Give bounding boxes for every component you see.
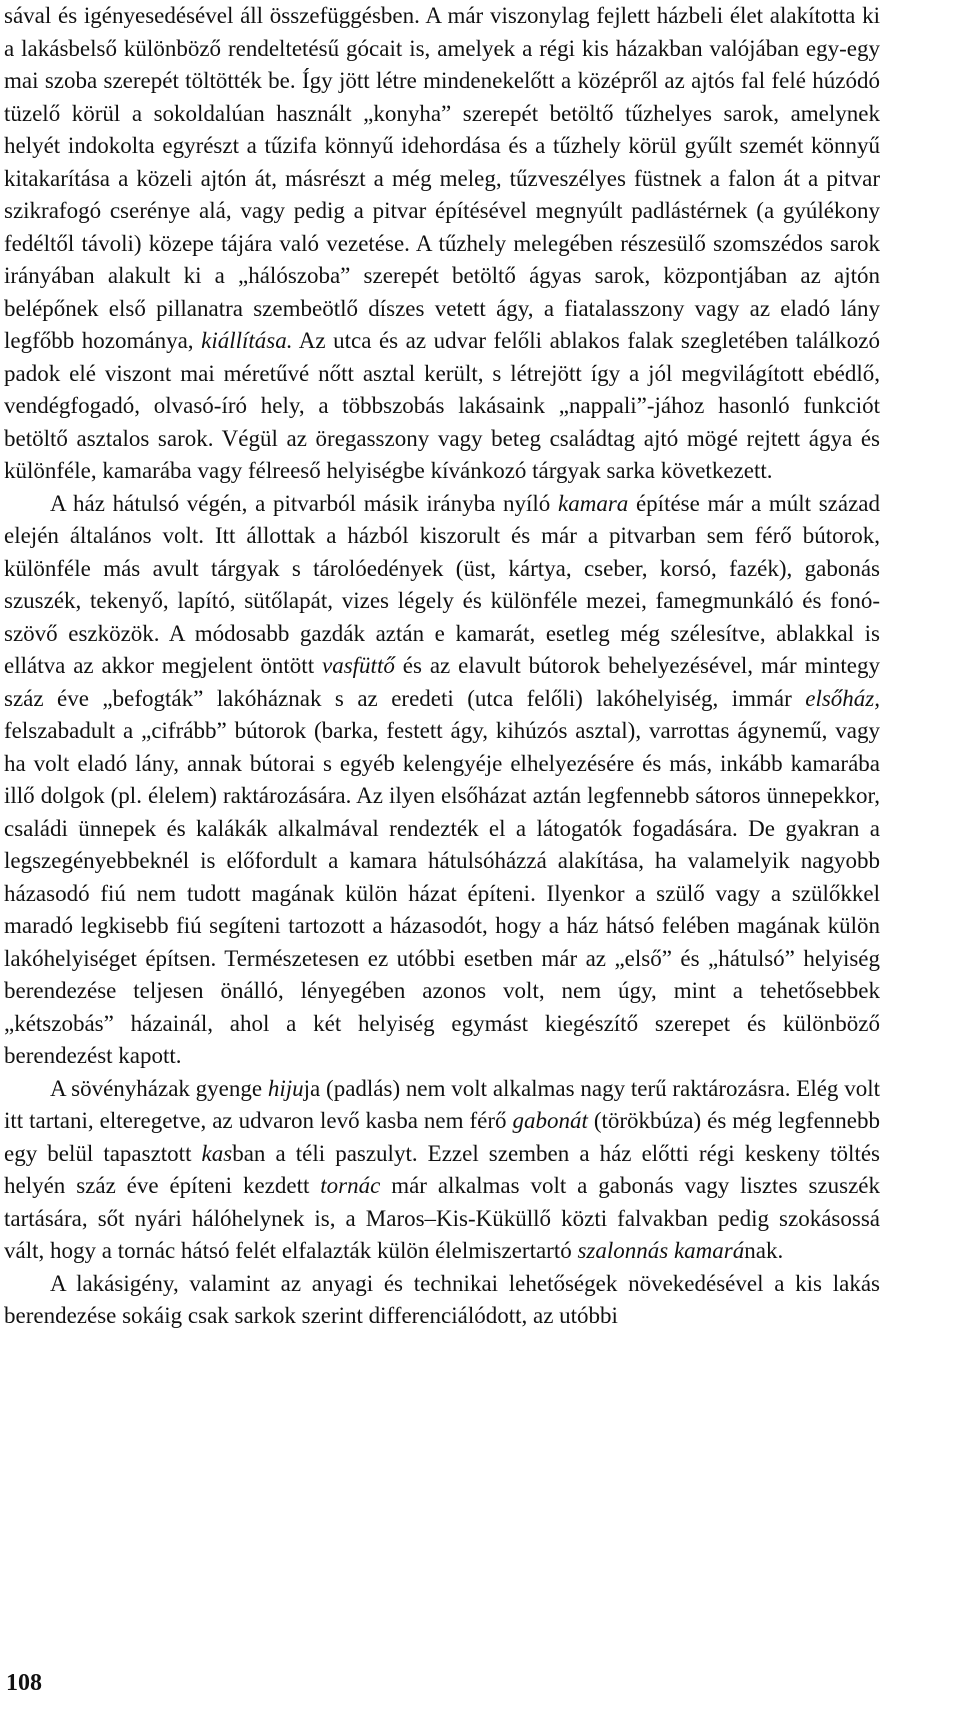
body-text xyxy=(4,0,880,1333)
italic-text: gabonát xyxy=(512,1108,588,1133)
italic-text: szalonnás kamará xyxy=(577,1238,745,1263)
text-run: ban a téli paszulyt. Ezzel szemben a ház előtti régi keskeny töltés helyén száz éve építeni kezdett xyxy=(4,1140,880,1198)
paragraph xyxy=(4,1073,880,1268)
paragraph xyxy=(4,488,880,1073)
italic-text: vasfüttő xyxy=(322,653,395,678)
italic-text: elsőház, xyxy=(805,685,880,711)
text-run: ja (padlás) nem volt alkalmas nagy terű raktározásra. Elég volt itt tartani, elteregetve, az udvaron levő kasba nem férő xyxy=(4,1075,880,1133)
text-run: A ház hátulsó végén, a pitvarból másik irányba nyíló xyxy=(50,490,558,516)
italic-text: kamara xyxy=(558,490,629,516)
text-run: Az utca és az udvar felőli ablakos falak szegletében találkozó padok elé viszont mai méretűvé nőtt asztal került, s létrejött így a jól megvilágított ebédlő, vendégfogadó, olvasó-író hely, a többszobás lakásaink „nappali”-jához hasonló funkciót betöltő asztalos sarok. Végül az öregasszony vagy beteg családtag ajtó mögé rejtett ágya és különféle, kamarába vagy félreeső helyiségbe kívánkozó tárgyak sarka következett. xyxy=(4,328,880,483)
text-run: sával és igényesedésével áll összefüggésben. A már viszonylag fejlett házbeli élet alakította ki a lakásbelső különböző rendeltetésű gócait is, amelyek a régi kis házakban valójában egy-egy mai szoba szerepét töltötték be. Így jött létre mindenekelőtt a középről az ajtós fal felé húzódó tüzelő körül a sokoldalúan használt „konyha” szerepét betöltő tűzhelyes sarok, amelynek helyét indokolta egyrészt a tűzifa könnyű idehordása és a tűzhely körül gyűlt szemét könnyű kitakarítása a közeli ajtón át, másrészt a még meleg, tűzveszélyes füstnek a falon át a pitvar szikrafogó cserénye alá, vagy pedig a pitvar építésével megnyúlt padlástérnek (a gyúlékony fedéltől távoli) közepe tájára való vezetése. A tűzhely melegében részesülő szomszédos sarok irányában alakult ki a „hálószoba” szerepét betöltő ágyas sarok, központjában az ajtón belépőnek első pillanatra szembeötlő díszes vetett ágy, a fiatalasszony vagy az eladó lány legfőbb hozománya, xyxy=(4,3,880,353)
text-run: már alkalmas volt a gabonás vagy lisztes szuszék tartására, sőt nyári hálóhelynek is, a Maros–Kis-Küküllő közti falvakban pedig szokásossá vált, hogy a tornác hátsó felét elfalazták külön élelmiszertartó xyxy=(4,1173,881,1263)
paragraph xyxy=(4,0,880,488)
italic-text: hiju xyxy=(267,1075,304,1101)
text-run: (törökbúza) és még legfennebb egy belül tapasztott xyxy=(4,1108,881,1166)
text-run: A lakásigény, valamint az anyagi és technikai lehetőségek növekedésével a kis lakás berendezése sokáig csak sarkok szerint differenciálódott, az utóbbi xyxy=(4,1270,880,1328)
text-run: építése már a múlt század elején általános volt. Itt állottak a házból kiszorult és már a pitvarban sem férő bútorok, különféle más avult tárgyak s tárolóedények (üst, kártya, cseber, korsó, fazék), gabonás szuszék, tekenyő, lapító, sütőlapát, vizes légely és különféle mezei, famegmunkáló és fonó-szövő eszközök. A módosabb gazdák aztán e kamarát, esetleg még szélesítve, ablakkal is ellátva az akkor megjelent öntött xyxy=(4,490,881,678)
italic-text: kas xyxy=(201,1140,233,1166)
text-run: és az elavult bútorok behelyezésével, már mintegy száz éve „befogták” lakóháznak s az eredeti (utca felőli) lakóhelyiség, immár xyxy=(4,653,881,711)
text-run: nak. xyxy=(744,1238,784,1263)
italic-text: tornác xyxy=(320,1173,381,1198)
text-run: A sövényházak gyenge xyxy=(50,1075,268,1101)
paragraph xyxy=(4,1268,880,1333)
page-number: 108 xyxy=(6,1670,42,1696)
italic-text: kiállítása. xyxy=(201,328,293,353)
text-run: felszabadult a „cifrább” bútorok (barka, festett ágy, kihúzós asztal), varrottas ágynemű, vagy ha volt eladó lány, annak bútorai s egyéb kelengyéje elhelyezésére és más, inkább kamarába illő dolgok (pl. élelem) raktározására. Az ilyen elsőházat aztán legfennebb sátoros ünnepekkor, családi ünnepek és kalákák alkalmával rendezték el a látogatók fogadására. De gyakran a legszegényebbeknél is előfordult a kamara hátulsóházzá alakítása, ha valamelyik nagyobb házasodó fiú nem tudott magának külön házat építeni. Ilyenkor a szülő vagy a szülőkkel maradó legkisebb fiú segíteni tartozott a házasodót, hogy a ház hátsó felében magának külön lakóhelyiséget építsen. Természetesen ez utóbbi esetben már az „első” és „hátulsó” helyiség berendezése teljesen önálló, lényegében azonos volt, nem úgy, mint a tehetősebbek „kétszobás” házainál, ahol a két helyiség egymást kiegészítő szerepet és különböző berendezést kapott. xyxy=(4,718,880,1068)
